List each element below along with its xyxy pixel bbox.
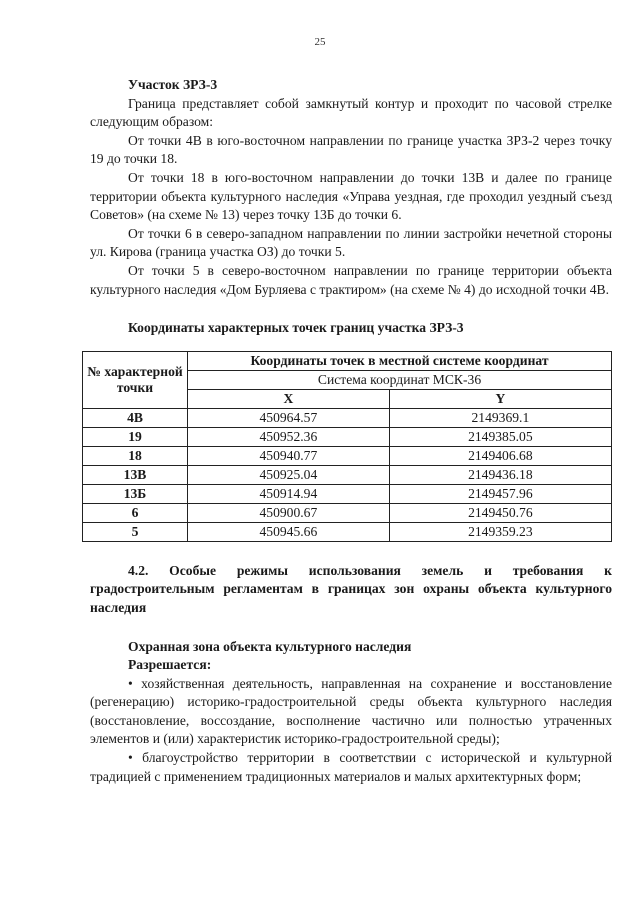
coordinates-table <box>82 351 612 542</box>
x-value: 450964.57 <box>188 408 390 427</box>
list-item: • благоустройство территории в соответствии с исторической и культурной традицией с применением традиционных материалов и малых архитектурных форм; <box>90 750 612 784</box>
list-item: • хозяйственная деятельность, направленная на сохранение и восстановление (регенерацию) историко-градостроительной среды объекта культурного наследия (восстановление, воссоздание, восполнение частично или полностью утраченных элементов и (или) характеристик историко-градостроительной среды); <box>90 675 612 747</box>
x-value: 450914.94 <box>188 484 390 503</box>
point-id: 13В <box>83 465 188 484</box>
table-row <box>83 465 612 484</box>
table-row <box>83 446 612 465</box>
y-value: 2149457.96 <box>389 484 611 503</box>
y-value: 2149369.1 <box>389 408 611 427</box>
bullet-list <box>90 675 612 787</box>
table-row <box>83 408 612 427</box>
table-title: Координаты характерных точек границ участка ЗРЗ-3 <box>128 320 464 336</box>
zone-title: Охранная зона объекта культурного наследия <box>128 638 412 654</box>
paragraph: От точки 18 в юго-восточном направлении до точки 13В и далее по границе территории объекта культурного наследия «Управа уездная, где проходил уездный съезд Советов» (на схеме № 13) через точку 13Б до точки 6. <box>90 169 612 223</box>
document-body <box>87 76 612 786</box>
paragraph: От точки 4В в юго-восточном направлении по границе участка ЗРЗ-2 через точку 19 до точки 18. <box>90 132 612 167</box>
paragraph: От точки 6 в северо-западном направлении по линии застройки нечетной стороны ул. Кирова (граница участка ОЗ) до точки 5. <box>90 225 612 260</box>
x-value: 450900.67 <box>188 503 390 522</box>
point-id: 13Б <box>83 484 188 503</box>
table-row <box>83 503 612 522</box>
point-number-header: № характерной точки <box>83 351 188 408</box>
point-id: 18 <box>83 446 188 465</box>
point-id: 4В <box>83 408 188 427</box>
table-row <box>83 522 612 541</box>
paragraph: От точки 5 в северо-восточном направлении по границе территории объекта культурного наследия «Дом Бурляева с трактиром» (на схеме № 4) до исходной точки 4В. <box>90 262 612 297</box>
y-value: 2149385.05 <box>389 427 611 446</box>
table-row <box>83 484 612 503</box>
x-value: 450945.66 <box>188 522 390 541</box>
point-id: 6 <box>83 503 188 522</box>
subsection-heading: 4.2. Особые режимы использования земель и требования к градостроительным регламентам в границах зон охраны объекта культурного наследия <box>90 562 612 615</box>
x-header: X <box>188 389 390 408</box>
paragraph: Граница представляет собой замкнутый контур и проходит по часовой стрелке следующим образом: <box>90 95 612 130</box>
y-value: 2149450.76 <box>389 503 611 522</box>
coordinate-system-header: Система координат МСК-36 <box>188 370 612 389</box>
coordinates-header: Координаты точек в местной системе координат <box>188 351 612 370</box>
y-value: 2149436.18 <box>389 465 611 484</box>
y-header: Y <box>389 389 611 408</box>
point-id: 5 <box>83 522 188 541</box>
section-title: Участок ЗРЗ-3 <box>128 77 218 92</box>
allowed-label: Разрешается: <box>128 657 212 673</box>
y-value: 2149406.68 <box>389 446 611 465</box>
x-value: 450952.36 <box>188 427 390 446</box>
x-value: 450940.77 <box>188 446 390 465</box>
table-row <box>83 427 612 446</box>
y-value: 2149359.23 <box>389 522 611 541</box>
page-number: 25 <box>314 36 326 48</box>
point-id: 19 <box>83 427 188 446</box>
x-value: 450925.04 <box>188 465 390 484</box>
